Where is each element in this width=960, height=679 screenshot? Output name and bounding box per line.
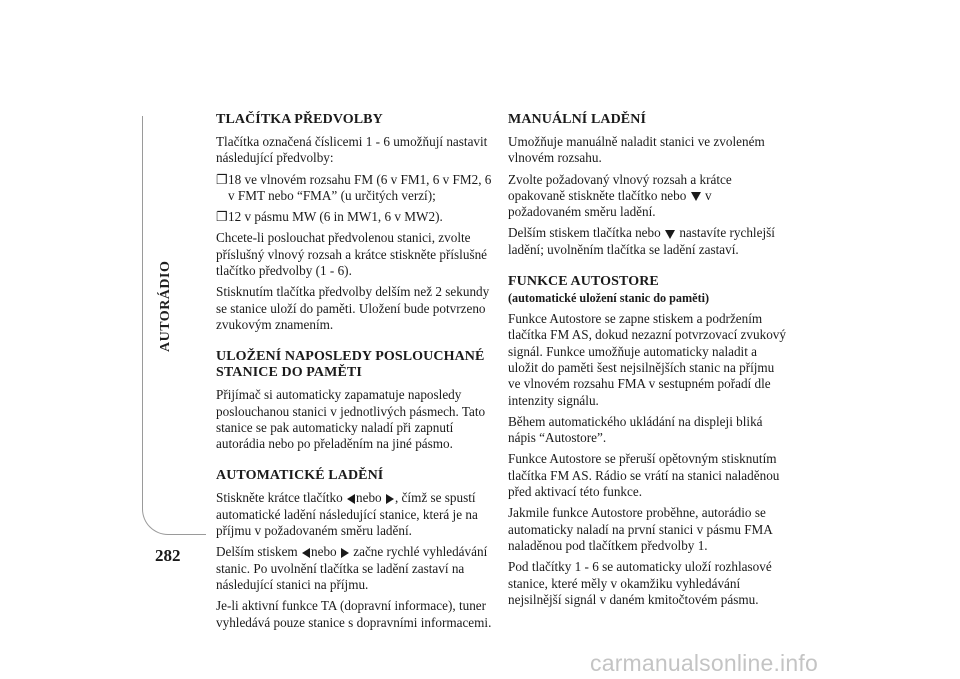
paragraph: Během automatického ukládání na displeji bliká nápis “Autostore”. [508, 413, 763, 446]
triangle-down-icon [665, 230, 675, 239]
paragraph: Je-li aktivní funkce TA (dopravní informace), tuner vyhledává pouze stanice s dopravními informacemi. [216, 598, 492, 630]
heading-manual-tuning: MANUÁLNÍ LADĚNÍ [508, 112, 647, 127]
paragraph: Stisknutím tlačítka předvolby delším než 2 sekundy se stanice uloží do paměti. Uložení bude potvrzeno zvukovým znamením. [216, 284, 490, 332]
section-side-label: AUTORÁDIO [158, 260, 173, 352]
checkbox-bullet-icon: ❐ [216, 171, 228, 187]
paragraph: Funkce Autostore se přeruší opětovným stisknutím tlačítka FM AS. Rádio se vrátí na stanici naladěnou před aktivací této funkce. [508, 451, 780, 500]
paragraph: Delším stiskem nebo začne rychlé vyhledávání stanic. Po uvolnění tlačítka se ladění zastaví na následující stanici na příjmu. [216, 544, 488, 592]
paragraph: Umožňuje manuálně naladit stanici ve zvoleném vlnovém rozsahu. [508, 134, 765, 166]
page-number: 282 [155, 546, 181, 565]
heading-last-station-memory: ULOŽENÍ NAPOSLEDY POSLOUCHANÉ STANICE DO PAMĚTI [216, 349, 485, 381]
triangle-right-icon [341, 548, 349, 558]
list-item: ❐ 12 v pásmu MW (6 in MW1, 6 v MW2). [216, 209, 443, 225]
paragraph: Funkce Autostore se zapne stiskem a podržením tlačítka FM AS, dokud nezazní potvrzovací zvukový signál. Funkce umožňuje automaticky naladit a uložit do paměti šest nejsilnějších stanic na příjmu ve vlnovém rozsahu FMA v sestupném pořadí dle intenzity signálu. [508, 311, 786, 408]
list-item: ❐ 18 ve vlnovém rozsahu FM (6 v FM1, 6 v FM2, 6 v FMT nebo “FMA” (u určitých verzí); [216, 171, 492, 203]
watermark: carmanualsonline.info [590, 650, 818, 676]
triangle-left-icon [302, 548, 310, 558]
paragraph: Delším stiskem tlačítka nebo nastavíte rychlejší ladění; uvolněním tlačítka se ladění zastaví. [508, 225, 775, 257]
subheading-autostore: (automatické uložení stanic do paměti) [508, 291, 710, 306]
paragraph: Chcete-li poslouchat předvolenou stanici, zvolte příslušný vlnový rozsah a krátce stiskněte příslušné tlačítko předvolby (1 - 6). [216, 230, 488, 279]
heading-auto-tuning: AUTOMATICKÉ LADĚNÍ [216, 468, 384, 484]
triangle-left-icon [347, 494, 355, 504]
triangle-right-icon [386, 494, 394, 504]
paragraph: Zvolte požadovaný vlnový rozsah a krátce opakovaně stiskněte tlačítko nebo v požadovaném směru ladění. [508, 171, 732, 220]
paragraph: Stiskněte krátce tlačítko nebo , čímž se spustí automatické ladění následující stanice, která je na příjmu v požadovaném směru ladění. [216, 490, 478, 539]
paragraph: Jakmile funkce Autostore proběhne, autorádio se automaticky naladí na první stanici v pásmu FMA naladěnou pod tlačítkem předvolby 1. [508, 505, 773, 553]
triangle-down-icon [691, 192, 701, 201]
left-column [216, 112, 500, 636]
checkbox-bullet-icon: ❐ [216, 209, 228, 225]
paragraph: Přijímač si automaticky zapamatuje naposledy poslouchanou stanici v jednotlivých pásmech. Tato stanice se pak automaticky naladí při zapnutí autorádia nebo po přeladěním na jiné pásmo. [216, 387, 486, 452]
right-column [508, 112, 788, 613]
paragraph: Pod tlačítky 1 - 6 se automaticky uloží rozhlasové stanice, které měly v okamžiku vyhledávání nejsilnější signál v daném kmitočtovém pásmu. [508, 559, 772, 607]
heading-preset-buttons: TLAČÍTKA PŘEDVOLBY [216, 112, 383, 127]
heading-autostore: FUNKCE AUTOSTORE [508, 274, 659, 290]
paragraph: Tlačítka označená číslicemi 1 - 6 umožňují nastavit následující předvolby: [216, 134, 488, 166]
side-rule [142, 116, 206, 535]
